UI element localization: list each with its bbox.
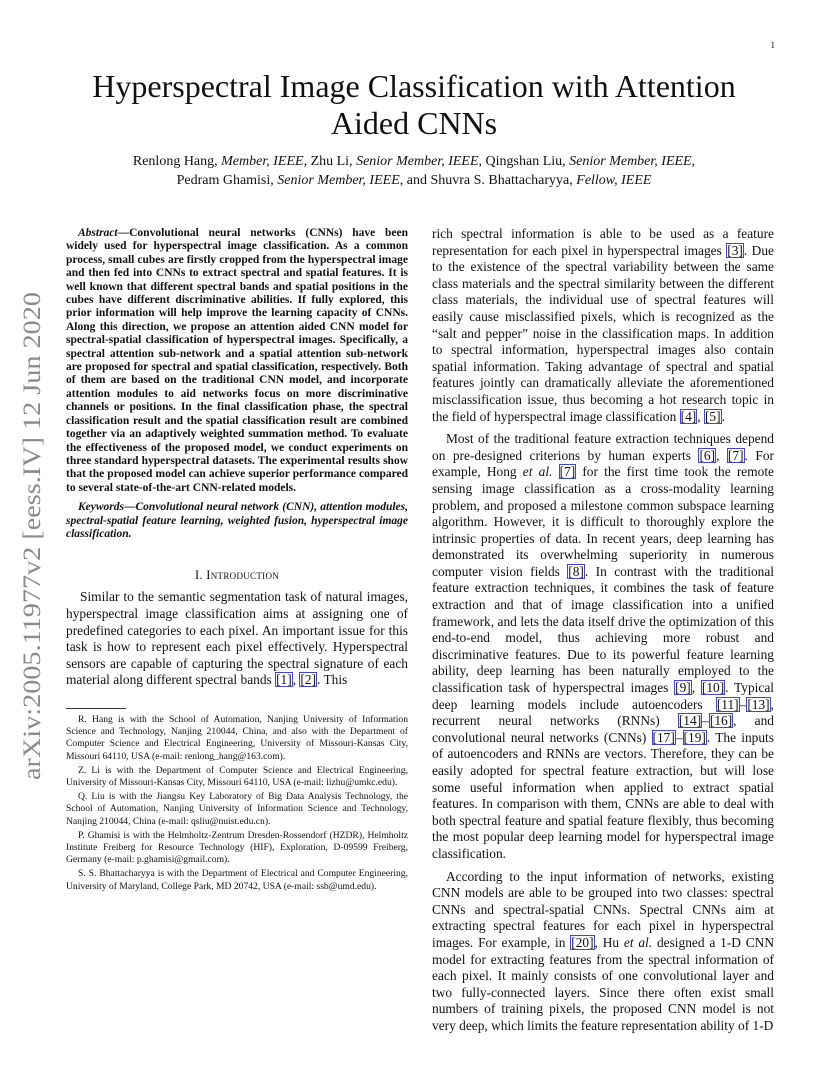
- right-column: [432, 226, 774, 1035]
- citation-separator: ,: [716, 447, 727, 463]
- abstract-text: —Convolutional neural networks (CNNs) have been widely used for hyperspectral image classification. As a common process, small cubes are firstly cropped from the hyperspectral image and then fed into CNNs to extract spectral and spatial features. It is well known that different spectral bands and spatial positions in the cubes have different discriminative abilities. If fully explored, this prior information will help improve the learning capacity of CNNs. Along this direction, we propose an attention aided CNN model for spectral-spatial classification of hyperspectral images. Specifically, a spectral attention sub-network and a spatial attention sub-network are proposed for spectral and spatial classification, respectively. Both of them are based on the traditional CNN model, and incorporate attention modules to aid networks focus on more discriminative channels or positions. In the final classification phase, the spectral classification result and the spatial classification result are combined together via an adaptively weighted summation method. To evaluate the effectiveness of the proposed model, we conduct experiments on three standard hyperspectral datasets. The experimental results show that the proposed model can achieve superior performance compared to several state-of-the-art CNN-related models.: [66, 227, 408, 494]
- section-title: Introduction: [206, 568, 280, 583]
- footnote-divider: [66, 708, 126, 709]
- citation-link[interactable]: [8]: [568, 563, 584, 579]
- paragraph-text: Most of the traditional feature extraction techniques depend on pre-designed criterions by human experts: [432, 431, 774, 463]
- author-line-1: [60, 153, 768, 172]
- citation-separator: ,: [697, 408, 704, 424]
- left-column: [66, 227, 408, 689]
- paragraph-text: Similar to the semantic segmentation task of natural images, hyperspectral image classification aims at assigning one of predefined categories to each pixel. An important issue for this task is how to represent each pixel effectively. Hyperspectral sensors are capable of capturing the spectral signature of each material along different spectral bands: [66, 589, 408, 688]
- paragraph-text: . For example, Hong: [432, 447, 774, 480]
- paper-title: [60, 68, 768, 142]
- citation-link[interactable]: [1]: [276, 672, 292, 688]
- footnote-affiliation: P. Ghamisi is with the Helmholtz-Zentrum Dresden-Rossendorf (HZDR), Helmholtz Institute Freiberg for Resource Technology (HIF), Exploration, D-09599 Freiberg, Germany (e-mail: p.ghamisi@gmail.com).: [66, 829, 408, 866]
- paragraph-text: .: [721, 408, 725, 424]
- citation-link[interactable]: [3]: [727, 242, 743, 258]
- author-role: Member, IEEE: [221, 154, 304, 169]
- citation-link[interactable]: [9]: [675, 680, 691, 696]
- author-line-2: [60, 172, 768, 191]
- abstract: [66, 227, 408, 495]
- author-role: Senior Member, IEEE: [569, 154, 692, 169]
- paragraph-text: . The inputs of autoencoders and RNNs are vectors. Therefore, they can be easily adopted for spectral feature extraction, but will lose some useful information when applied to extract spatial features. In comparison with them, CNNs are able to deal with both spectral feature and spatial feature flexibly, thus becoming the most popular deep learning model for hyperspectral image classification.: [432, 729, 774, 861]
- citation-range-dash: –: [739, 696, 747, 712]
- paragraph-text: for the first time took the remote sensing image classification as a cross-modality learning problem, and proposed a milestone common subspace learning algorithm. However, it is difficult to thoroughly explore the intrinsic properties of data. In recent years, deep learning has demonstrated its overwhelming superiority in numerous computer vision fields: [432, 464, 775, 579]
- citation-link[interactable]: [7]: [727, 447, 744, 463]
- citation-link[interactable]: [7]: [559, 464, 576, 480]
- citation-separator: ,: [691, 680, 701, 696]
- author-separator: ,: [691, 154, 696, 169]
- intro-paragraph-2: [432, 431, 774, 862]
- page-number: 1: [770, 40, 775, 50]
- citation-link[interactable]: [2]: [300, 672, 317, 688]
- paragraph-text: , and convolutional neural networks (CNNs): [432, 713, 774, 745]
- abstract-label: Abstract: [78, 227, 118, 239]
- paragraph-text: rich spectral information is able to be used as a feature representation for each pixel in hyperspectral images: [432, 226, 774, 258]
- citation-link[interactable]: [11]: [716, 696, 739, 712]
- intro-paragraph-continued: [432, 226, 774, 425]
- citation-link[interactable]: [16]: [709, 713, 733, 729]
- paragraph-text: . Due to the existence of the spectral variability between the same class materials and the spectral similarity between the different class materials, the individual use of spectral features will easily cause misclassified pixels, which is recognized as the “salt and pepper” noise in the classification maps. In addition to spectral information, hyperspectral images also contain spatial information. Taking advantage of spectral and spatial features jointly can dramatically alleviate the aforementioned misclassification issue, thus becoming a hot research topic in the field of hyperspectral image classification: [432, 242, 774, 424]
- author-affiliation-footnotes: [66, 714, 408, 895]
- citation-range-dash: –: [702, 713, 709, 729]
- paragraph-text: designed a 1-D CNN model for extracting features from the spectral information of each pixel. It mainly consists of one convolutional layer and two fully-connected layers. Since there often exist small numbers of training pixels, the proposed CNN model is not very deep, which limits the feature representation ability of 1-D: [432, 934, 775, 1033]
- section-heading-introduction: [66, 568, 408, 583]
- author-role: Fellow, IEEE: [576, 172, 652, 188]
- citation-link[interactable]: [5]: [704, 408, 721, 424]
- keywords-label: Keywords: [78, 501, 124, 514]
- intro-paragraph-3: [432, 869, 774, 1035]
- paragraph-text: . Typical deep learning models include autoencoders: [432, 680, 774, 712]
- section-number: I.: [194, 568, 207, 583]
- paragraph-text: According to the input information of networks, existing CNN models are able to be grouped into two classes: spectral CNNs and spectral-spatial CNNs. Spectral CNNs aim at extracting spectral features for each pixel in hyperspectral images. For example, in: [432, 868, 774, 950]
- citation-link[interactable]: [19]: [683, 729, 706, 745]
- keywords: [66, 501, 408, 541]
- author-list: [60, 153, 768, 190]
- footnote-affiliation: R. Hang is with the School of Automation, Nanjing University of Information Science and Technology, Nanjing 210044, China, and also with the Department of Computer Science and Electrical Engineering, University of Missouri-Kansas City, Missouri 64110, USA (e-mail: renlong_hang@163.com).: [66, 714, 408, 762]
- citation-link[interactable]: [4]: [680, 408, 697, 424]
- et-al-text: et al.: [623, 934, 653, 950]
- author-role: Senior Member, IEEE: [356, 154, 479, 169]
- citation-range-dash: –: [675, 729, 683, 745]
- title-line-2: Aided CNNs: [330, 105, 498, 141]
- author-name: , Zhu Li,: [303, 154, 357, 169]
- arxiv-identifier-stamp: [2, 290, 50, 780]
- title-line-1: Hyperspectral Image Classification with Attention: [92, 68, 736, 104]
- citation-link[interactable]: [10]: [701, 680, 725, 696]
- paragraph-text: , Hu: [594, 934, 624, 950]
- author-name: Renlong Hang,: [132, 154, 222, 169]
- citation-link[interactable]: [17]: [652, 729, 675, 745]
- citation-separator: ,: [292, 672, 300, 688]
- paragraph-text: . This: [317, 672, 348, 688]
- citation-link[interactable]: [13]: [747, 696, 770, 712]
- paragraph-text: [552, 464, 558, 479]
- footnote-affiliation: Z. Li is with the Department of Computer Science and Electrical Engineering, University of Missouri-Kansas City, Missouri 64110, USA (e-mail: lizhu@umkc.edu).: [66, 764, 408, 789]
- citation-link[interactable]: [20]: [571, 934, 594, 950]
- author-name: Pedram Ghamisi,: [176, 172, 278, 188]
- arxiv-stamp-text: arXiv:2005.11977v2 [eess.IV] 12 Jun 2020: [19, 347, 46, 780]
- author-role: Senior Member, IEEE: [277, 172, 400, 188]
- et-al-text: et al.: [522, 464, 553, 480]
- citation-link[interactable]: [6]: [699, 447, 716, 463]
- paragraph-text: , recurrent neural networks (RNNs): [432, 696, 774, 729]
- author-name: , Qingshan Liu,: [478, 154, 570, 169]
- author-name: , and Shuvra S. Bhattacharyya,: [399, 172, 577, 188]
- footnote-affiliation: Q. Liu is with the Jiangsu Key Laboratory of Big Data Analysis Technology, the School of Automation, Nanjing University of Information Science and Technology, Nanjing 210044, China (e-mail: qsliu@nuist.edu.cn).: [66, 791, 408, 827]
- keywords-text: —Convolutional neural network (CNN), attention modules, spectral-spatial feature learning, weighted fusion, hyperspectral image classification.: [66, 501, 408, 540]
- intro-paragraph-1: [66, 589, 408, 689]
- footnote-affiliation: S. S. Bhattacharyya is with the Department of Electrical and Computer Engineering, University of Maryland, College Park, MD 20742, USA (e-mail: ssb@umd.edu).: [66, 868, 408, 892]
- paragraph-text: . In contrast with the traditional feature extraction techniques, it combines the task of feature extraction and that of image classification into a unified framework, and lets the data itself drive the optimization of this end-to-end model, thus achieving more robust and discriminative features. Due to its powerful feature learning ability, deep learning has been naturally employed to the classification task of hyperspectral images: [432, 563, 774, 696]
- citation-link[interactable]: [14]: [678, 713, 702, 729]
